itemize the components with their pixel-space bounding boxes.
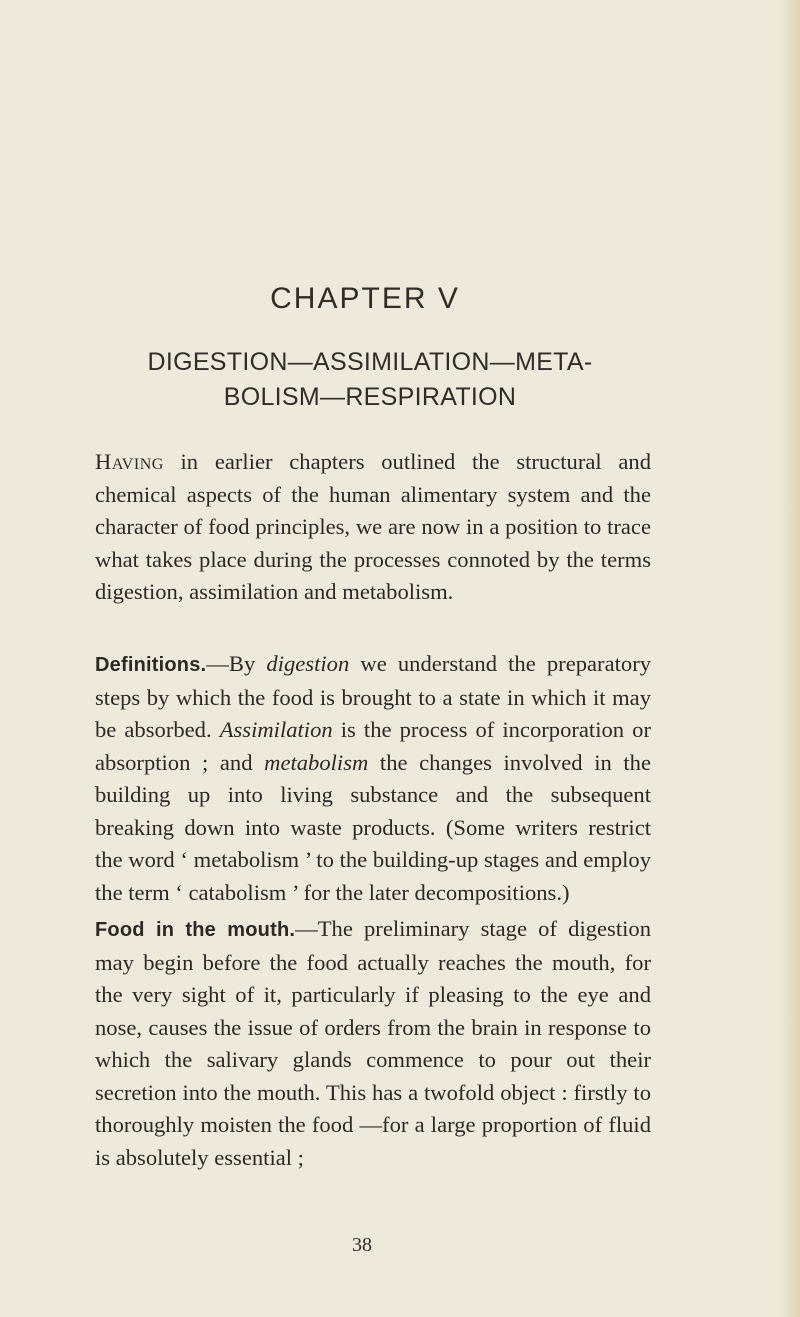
definitions-text-3: is the process of incorporation or absorption ; and xyxy=(95,717,651,775)
food-in-mouth-text: —The preliminary stage of digestion may begin before the food actually reaches the mouth, for the very sight of it, particularly if pleasing to the eye and nose, causes the issue of orders from the brain in response to which the salivary glands commence to pour out their secretion into the mouth. This has a twofold object : firstly to thoroughly moisten the food —for a large proportion of fluid is absolutely essential ; xyxy=(95,916,651,1170)
food-in-mouth-heading: Food in the mouth. xyxy=(95,919,296,941)
page-edge-shadow xyxy=(778,0,800,1317)
chapter-title-line-1: DIGESTION—ASSIMILATION—META- xyxy=(147,348,593,376)
definitions-heading: Definitions. xyxy=(95,654,207,676)
term-digestion: digestion xyxy=(266,651,350,676)
term-metabolism: metabolism xyxy=(264,749,369,775)
paragraph-definitions xyxy=(95,648,651,909)
definitions-text-4: the changes involved in the building up into living substance and the subsequent breaking down into waste products. (Some writers restrict the word ‘ metabolism ’ to the building-up stages and employ the term ‘ catabolism ’ for the later decompositions.) xyxy=(95,749,651,905)
definitions-text-2: we understand the preparatory steps by which the food is brought to a state in which it may be absorbed. xyxy=(95,651,652,742)
paragraph-intro-text: in earlier chapters outlined the structural and chemical aspects of the human alimentary system and the character of food principles, we are now in a position to trace what takes place during the processes connoted by the terms digestion, assimilation and metabolism. xyxy=(95,449,651,604)
paragraph-intro xyxy=(95,446,651,609)
chapter-heading: CHAPTER V xyxy=(270,282,460,315)
paragraph-intro-lead: Having xyxy=(95,449,164,474)
paragraph-food-in-mouth xyxy=(95,913,651,1174)
definitions-text-1: —By xyxy=(206,651,267,676)
chapter-title-line-2: BOLISM—RESPIRATION xyxy=(223,383,517,411)
chapter-title xyxy=(60,345,680,415)
page-number: 38 xyxy=(352,1234,372,1256)
term-assimilation: Assimilation xyxy=(219,717,333,742)
